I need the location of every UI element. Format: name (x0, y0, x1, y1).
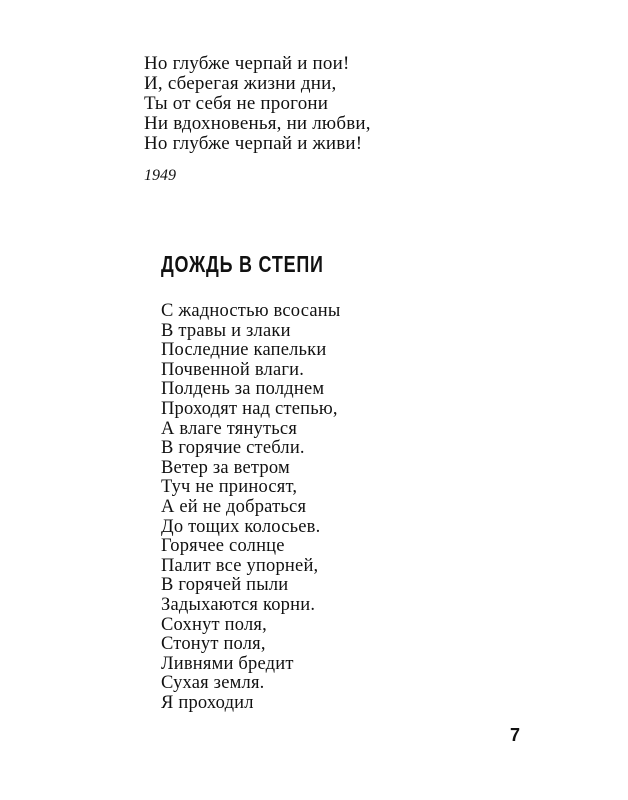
verse-line: Туч не приносят, (161, 477, 298, 498)
verse-line: Ливнями бредит (161, 653, 294, 674)
verse-line: Проходят над степью, (161, 398, 338, 419)
verse-line: Последние капельки (161, 340, 327, 361)
poem-body (161, 302, 341, 713)
verse-line: Ты от себя не прогони (144, 93, 329, 114)
verse-line: Полдень за полднем (161, 379, 325, 400)
verse-line: А влаге тянуться (161, 418, 298, 439)
poem-date: 1949 (144, 167, 176, 184)
page-number: 7 (510, 725, 521, 745)
verse-line: До тощих колосьев. (161, 516, 321, 537)
verse-line: Но глубже черпай и пои! (144, 53, 350, 74)
verse-line: Горячее солнце (161, 536, 285, 557)
poem-title: ДОЖДЬ В СТЕПИ (161, 251, 324, 277)
verse-line: Задыхаются корни. (161, 594, 316, 615)
verse-line: Стонут поля, (161, 634, 266, 655)
verse-line: А ей не добраться (161, 496, 307, 517)
verse-line: В горячей пыли (161, 575, 289, 596)
verse-line: Палит все упорней, (161, 555, 319, 576)
previous-poem-ending (144, 54, 371, 154)
verse-line: Я проходил (161, 692, 254, 713)
verse-line: Ни вдохновенья, ни любви, (144, 113, 371, 134)
verse-line: В травы и злаки (161, 320, 291, 341)
verse-line: С жадностью всосаны (161, 301, 341, 321)
verse-line: Сохнут поля, (161, 614, 267, 635)
verse-line: Сухая земля. (161, 673, 265, 694)
verse-line: В горячие стебли. (161, 438, 305, 459)
verse-line: И, сберегая жизни дни, (144, 73, 337, 94)
verse-line: Почвенной влаги. (161, 359, 305, 380)
verse-line: Но глубже черпай и живи! (144, 133, 363, 154)
verse-line: Ветер за ветром (161, 457, 290, 478)
